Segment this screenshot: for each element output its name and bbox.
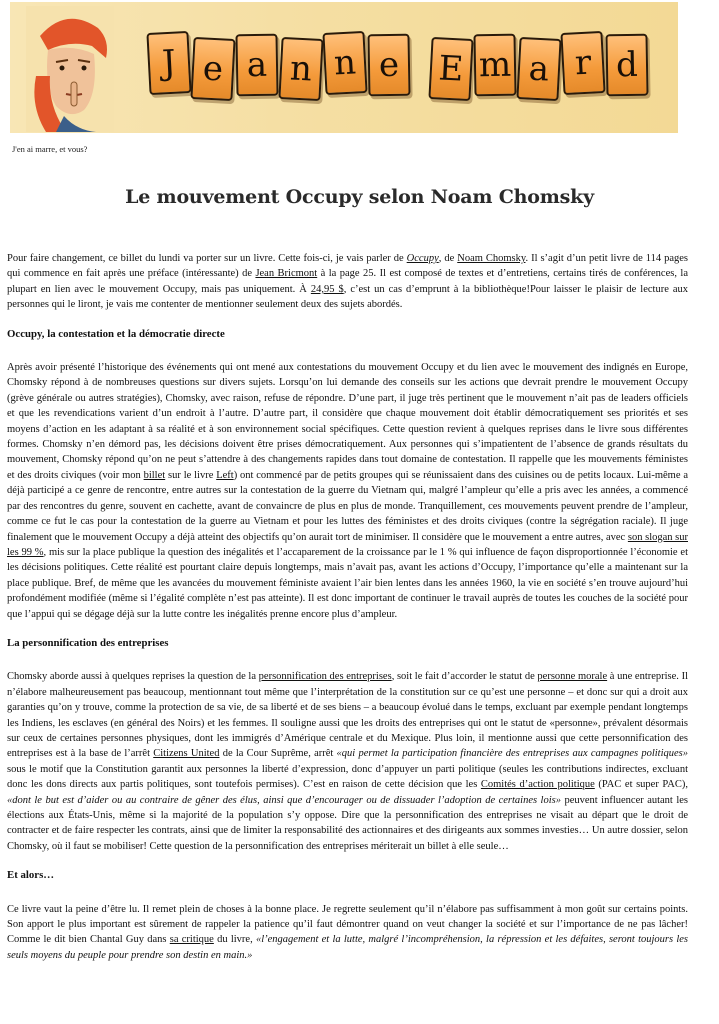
text-run: à une entreprise. Il n’élabore malheureusement pas beaucoup, mentionnant tout même que l’interprétation de la constitution sur ce qu’est une personne – et donc sur qui a droit aux garanties qu’on y trouve, comme la protection de sa vie, de sa liberté et de ses biens – a beaucoup évolué dans le temps, excluant par exemple pendant longtemps les Indiens, les esclaves (en général des Noirs) et les femmes. Il souligne aussi que les droits des entreprises qui ont le statut de «personne», prévalent désormais sur ceux de certaines personnes physiques, dont les immigrés d’Amérique centrale et du Mexique. Plus loin, il mentionne aussi que cette personnification des entreprises est à la base de l’arrêt <box>7 671 688 760</box>
header-banner[interactable] <box>10 2 678 133</box>
text-run: , c’est un cas d’emprunt à la bibliothèque!Pour laisser le plaisir de lecture aux personnes qui le liront, je vais me contenter de mentionner seulement deux des sujets abordés. <box>7 283 689 311</box>
text-run: Chomsky aborde aussi à quelques reprises la question de la <box>7 671 259 683</box>
banner-letter-tile: d <box>605 34 648 97</box>
banner-letter-tile: n <box>278 37 323 101</box>
banner-letter-tile: m <box>473 34 516 97</box>
text-run: de la Cour Suprême, arrêt <box>219 748 337 760</box>
text-run: , de <box>438 253 458 264</box>
critique-link[interactable]: sa critique <box>169 934 214 946</box>
section-heading-personnification: La personnification des entreprises <box>7 636 169 649</box>
text-run: , mis sur la place publique la question des inégalités et l’accaparement de la croissance par le 1 % qui influence de façon disproportionnée l’économie et les décisions politiques. Cette réalité est pourtant claire depuis longtemps, mais n’avait pas, avant les actions d’Occupy, l’importance qu’elle a maintenant sur la place publique. Bref, de même que les avancées du mouvement féministe avaient l’air bien lentes dans les années 1960, la vie en société s’en trouve aujourd’hui profondément modifiée (même si l’égalité complète n’est pas atteinte). Il est donc important de continuer le travail auprès de toutes les couches de la société pour que l’appui qui se dégage déjà sur la lutte contre les inégalités prenne encore plus d’ampleur. <box>7 546 688 620</box>
banner-letter-tile: a <box>516 37 561 101</box>
banner-letter-tile: e <box>190 37 235 101</box>
text-run: , soit le fait d’accorder le statut de <box>391 671 538 683</box>
woman-portrait-image <box>26 6 114 132</box>
text-run: à la page 25. Il est composé de textes et d’entretiens, certains tirés de conférences, la plupart en lien avec le mouvement Occupy, mais pas uniquement. À <box>7 268 688 295</box>
preface-author-link[interactable]: Jean Bricmont <box>255 268 318 280</box>
post-title: Le mouvement Occupy selon Noam Chomsky <box>125 186 594 208</box>
text-run: . Il s’agit d’un petit livre de 114 pages qui commence en fait après une préface (intéressante) de <box>7 253 688 280</box>
personnification-paragraph <box>7 669 688 854</box>
slogan-link[interactable]: son slogan sur les 99 % <box>7 531 688 558</box>
text-run: du livre, <box>213 934 256 946</box>
banner-letter-tile: E <box>428 37 473 101</box>
banner-letter-tile: J <box>146 31 191 95</box>
quote: «qui permet la participation financière des entreprises aux campagnes politiques» <box>336 748 688 760</box>
citizens-united-link[interactable]: Citizens United <box>153 748 220 760</box>
intro-paragraph <box>7 251 688 313</box>
author-link[interactable]: Noam Chomsky <box>457 253 526 264</box>
banner-letter-tile: e <box>367 34 410 97</box>
banner-title <box>148 32 650 100</box>
text-run: Pour faire changement, ce billet du lundi va porter sur un livre. Cette fois-ci, je vais parler de <box>7 253 407 264</box>
price-link[interactable]: 24,95 $ <box>310 283 344 295</box>
banner-letter-tile: r <box>560 31 605 95</box>
text-run: Ce livre vaut la peine d’être lu. Il remet plein de choses à la bonne place. Je regrette seulement qu’il n’élabore pas suffisamment à mon goût sur certains points. Son apport le plus important est sûrement de rappeler la patience qu’il faut démontrer quand on veut changer la société et sur l’importance de ne pas lâcher! Comme le dit bien Chantal Guy dans <box>7 903 688 946</box>
comites-link[interactable]: Comités d’action politique <box>480 779 595 791</box>
book-title: Occupy <box>406 253 439 264</box>
banner-letter-tile: a <box>235 34 278 97</box>
personnification-link[interactable]: personnification des entreprises <box>258 671 392 683</box>
quote: «dont le but est d’aider ou au contraire de gêner des élus, ainsi que d’encourager ou de dissuader l’adoption de certaines lois» <box>7 794 561 806</box>
book-link[interactable] <box>407 253 439 264</box>
section-heading-occupy: Occupy, la contestation et la démocratie directe <box>7 327 225 340</box>
banner-letter-tile: n <box>322 31 367 95</box>
post-body <box>7 251 688 977</box>
conclusion-paragraph <box>7 902 688 964</box>
quote: «l’engagement et la lutte, malgré l’incompréhension, la répression et les défaites, seront toujours les seuls moyens du peuple pour prendre son destin en main.» <box>7 934 688 961</box>
text-run: peuvent influencer autant les élections aux États-Unis, même si la majorité de la population s’y oppose. Dire que la personnification des entreprises ne visait au départ que le droit de contracter et de faire respecter les contrats, ainsi que de limiter la responsabilité des actionnaires et des dirigeants aux sommes investies… Un autre dossier, selon Chomsky, où il faut se mobiliser! Cette question de la personnification des entreprises mériterait un billet à elle seule… <box>7 794 688 852</box>
occupy-paragraph <box>7 360 688 622</box>
text-run: (PAC et super PAC), <box>594 779 688 791</box>
section-heading-et-alors: Et alors… <box>7 869 55 882</box>
text-run: sous le motif que la Constitution garantit aux personnes la liberté d’expression, donc d’appuyer un parti politique (seules les contributions indirectes, excluant donc les dons directs aux partis politiques, sont toutefois permises). C’est en raison de cette décision que les <box>7 763 688 791</box>
blog-tagline: J'en ai marre, et vous? <box>12 144 88 154</box>
text-run: ) ont commencé par de petits groupes qui se réunissaient dans des cuisines ou de petits locaux. Lui-même a déjà participé a ce genre de rencontre, entre autres sur la contestation de la guerre du Vietnam qui, malgré l’ampleur qu’elle a pris avec les années, a commencé par des rencontres du genre, souvent en cachette, avant de convaincre de plus en plus de monde. Tranquillement, ces mouvements peuvent prendre de l’ampleur, comme ce fut le cas pour la contestation de la guerre au Vietnam et pour les luttes des féministes et des droits civiques (contre la ségrégation raciale). Il juge finalement que le mouvement Occupy a déjà atteint des objectifs qu’on aurait tort de minimiser. Il considère que le mouvement a entre autres, avec <box>7 469 688 543</box>
left-book-link[interactable]: Left <box>216 469 234 481</box>
text-run: sur le livre <box>165 469 217 481</box>
text-run: Après avoir présenté l’historique des événements qui ont mené aux contestations du mouvement Occupy et du lien avec le mouvement des indignés en Europe, Chomsky répond à de nombreuses questions sur divers sujets. Lorsqu’on lui demande des conseils sur les actions que devrait prendre le mouvement Occupy (grève générale ou autres stratégies), Chomsky, avec raison, refuse de répondre. D’une part, il juge très pertinent que le mouvement n’ait pas de leaders officiels et que les revendications varient d’un endroit à l’autre. D’autre part, il considère que chaque mouvement doit établir démocratiquement ses priorités et ses moyens d’action en les adaptant à sa réalité et à son environnement social spécifiques. Cette question revient à quelques reprises dans le livre sous différentes formes. Chomsky n’en démord pas, les décisions doivent être prises démocratiquement. Aux personnes qui s’impatientent de l’absence de grands résultats du mouvement, Chomsky répond qu’on ne peut s’attendre à des changements rapides dans tout domaine de contestation. Il rappelle que les mouvements féministes et des droits civiques (voir mon <box>7 362 688 481</box>
personne-morale-link[interactable]: personne morale <box>537 671 608 683</box>
billet-link[interactable]: billet <box>143 469 166 481</box>
